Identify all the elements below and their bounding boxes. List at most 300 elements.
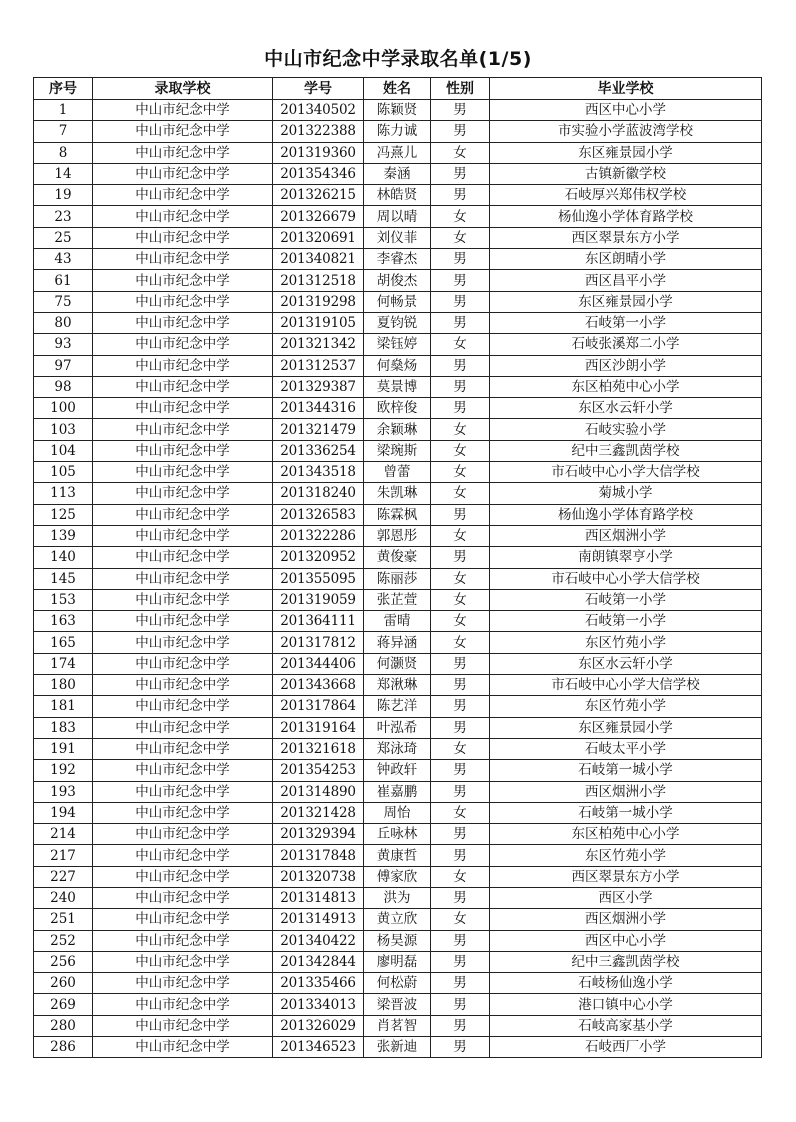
table-row [34, 185, 762, 206]
cell-graduated-school: 市石岐中心小学大信学校 [490, 462, 762, 483]
cell-gender: 女 [431, 589, 490, 610]
table-row [34, 909, 762, 930]
column-header-gender: 性别 [431, 78, 490, 100]
cell-index: 113 [34, 483, 93, 504]
table-row [34, 312, 762, 333]
cell-admitted-school: 中山市纪念中学 [93, 973, 273, 994]
cell-gender: 男 [431, 717, 490, 738]
cell-name: 陈霖枫 [364, 504, 431, 525]
cell-name: 廖明磊 [364, 951, 431, 972]
cell-admitted-school: 中山市纪念中学 [93, 525, 273, 546]
table-row [34, 887, 762, 908]
cell-gender: 男 [431, 951, 490, 972]
cell-graduated-school: 东区雍景园小学 [490, 142, 762, 163]
cell-admitted-school: 中山市纪念中学 [93, 632, 273, 653]
cell-name: 曾蕾 [364, 462, 431, 483]
cell-student-id: 201314813 [273, 887, 364, 908]
cell-graduated-school: 石岐第一城小学 [490, 760, 762, 781]
table-row [34, 227, 762, 248]
cell-graduated-school: 菊城小学 [490, 483, 762, 504]
cell-index: 260 [34, 973, 93, 994]
cell-index: 269 [34, 994, 93, 1015]
cell-admitted-school: 中山市纪念中学 [93, 334, 273, 355]
cell-name: 梁晋波 [364, 994, 431, 1015]
cell-graduated-school: 西区烟洲小学 [490, 781, 762, 802]
table-row [34, 760, 762, 781]
column-header-index: 序号 [34, 78, 93, 100]
cell-gender: 女 [431, 206, 490, 227]
cell-name: 陈颖贤 [364, 100, 431, 121]
cell-admitted-school: 中山市纪念中学 [93, 611, 273, 632]
cell-student-id: 201326215 [273, 185, 364, 206]
cell-student-id: 201319059 [273, 589, 364, 610]
cell-admitted-school: 中山市纪念中学 [93, 909, 273, 930]
cell-name: 周以晴 [364, 206, 431, 227]
cell-name: 蒋异涵 [364, 632, 431, 653]
cell-gender: 男 [431, 696, 490, 717]
cell-gender: 男 [431, 973, 490, 994]
cell-gender: 男 [431, 845, 490, 866]
cell-name: 叶泓希 [364, 717, 431, 738]
cell-index: 191 [34, 738, 93, 759]
cell-index: 145 [34, 568, 93, 589]
cell-student-id: 201312518 [273, 270, 364, 291]
table-row [34, 589, 762, 610]
cell-index: 105 [34, 462, 93, 483]
cell-admitted-school: 中山市纪念中学 [93, 653, 273, 674]
cell-index: 8 [34, 142, 93, 163]
cell-graduated-school: 西区小学 [490, 887, 762, 908]
cell-gender: 男 [431, 824, 490, 845]
cell-graduated-school: 港口镇中心小学 [490, 994, 762, 1015]
cell-student-id: 201321618 [273, 738, 364, 759]
cell-gender: 女 [431, 462, 490, 483]
cell-admitted-school: 中山市纪念中学 [93, 675, 273, 696]
cell-gender: 女 [431, 142, 490, 163]
table-row [34, 206, 762, 227]
cell-graduated-school: 石岐第一小学 [490, 589, 762, 610]
cell-admitted-school: 中山市纪念中学 [93, 419, 273, 440]
cell-graduated-school: 古镇新徽学校 [490, 163, 762, 184]
cell-gender: 男 [431, 249, 490, 270]
table-row [34, 355, 762, 376]
table-row [34, 100, 762, 121]
cell-student-id: 201335466 [273, 973, 364, 994]
cell-gender: 男 [431, 121, 490, 142]
cell-graduated-school: 杨仙逸小学体育路学校 [490, 504, 762, 525]
cell-admitted-school: 中山市纪念中学 [93, 930, 273, 951]
cell-index: 214 [34, 824, 93, 845]
cell-name: 陈艺洋 [364, 696, 431, 717]
cell-graduated-school: 东区柏苑中心小学 [490, 376, 762, 397]
cell-gender: 男 [431, 994, 490, 1015]
cell-graduated-school: 石岐第一城小学 [490, 802, 762, 823]
cell-name: 何燊炀 [364, 355, 431, 376]
cell-gender: 女 [431, 632, 490, 653]
cell-student-id: 201321342 [273, 334, 364, 355]
cell-admitted-school: 中山市纪念中学 [93, 121, 273, 142]
cell-student-id: 201342844 [273, 951, 364, 972]
table-row [34, 824, 762, 845]
cell-gender: 男 [431, 398, 490, 419]
cell-gender: 男 [431, 291, 490, 312]
cell-gender: 女 [431, 611, 490, 632]
cell-admitted-school: 中山市纪念中学 [93, 398, 273, 419]
cell-graduated-school: 石岐太平小学 [490, 738, 762, 759]
cell-graduated-school: 东区竹苑小学 [490, 696, 762, 717]
cell-gender: 女 [431, 909, 490, 930]
cell-gender: 男 [431, 504, 490, 525]
cell-admitted-school: 中山市纪念中学 [93, 227, 273, 248]
cell-graduated-school: 西区翠景东方小学 [490, 866, 762, 887]
cell-name: 胡俊杰 [364, 270, 431, 291]
cell-gender: 女 [431, 568, 490, 589]
cell-name: 冯熹儿 [364, 142, 431, 163]
cell-name: 肖茗智 [364, 1015, 431, 1036]
table-row [34, 781, 762, 802]
cell-index: 104 [34, 440, 93, 461]
cell-gender: 男 [431, 1015, 490, 1036]
cell-index: 193 [34, 781, 93, 802]
cell-index: 227 [34, 866, 93, 887]
cell-admitted-school: 中山市纪念中学 [93, 951, 273, 972]
cell-graduated-school: 市石岐中心小学大信学校 [490, 675, 762, 696]
cell-graduated-school: 西区烟洲小学 [490, 909, 762, 930]
cell-admitted-school: 中山市纪念中学 [93, 270, 273, 291]
cell-name: 何畅景 [364, 291, 431, 312]
cell-gender: 男 [431, 653, 490, 674]
table-row [34, 291, 762, 312]
cell-name: 何松蔚 [364, 973, 431, 994]
table-row [34, 163, 762, 184]
cell-admitted-school: 中山市纪念中学 [93, 483, 273, 504]
table-row [34, 1037, 762, 1058]
cell-student-id: 201320952 [273, 547, 364, 568]
cell-admitted-school: 中山市纪念中学 [93, 589, 273, 610]
cell-index: 280 [34, 1015, 93, 1036]
table-row [34, 121, 762, 142]
table-row [34, 525, 762, 546]
cell-graduated-school: 东区水云轩小学 [490, 398, 762, 419]
table-row [34, 249, 762, 270]
cell-gender: 男 [431, 355, 490, 376]
table-row [34, 845, 762, 866]
cell-student-id: 201336254 [273, 440, 364, 461]
cell-graduated-school: 南朗镇翠亨小学 [490, 547, 762, 568]
cell-index: 251 [34, 909, 93, 930]
cell-student-id: 201318240 [273, 483, 364, 504]
table-row [34, 504, 762, 525]
table-row [34, 653, 762, 674]
table-row [34, 696, 762, 717]
cell-name: 欧梓俊 [364, 398, 431, 419]
cell-name: 崔嘉鹏 [364, 781, 431, 802]
cell-student-id: 201317848 [273, 845, 364, 866]
cell-student-id: 201319164 [273, 717, 364, 738]
cell-name: 洪为 [364, 887, 431, 908]
table-row [34, 440, 762, 461]
cell-gender: 男 [431, 312, 490, 333]
cell-gender: 男 [431, 547, 490, 568]
cell-student-id: 201343518 [273, 462, 364, 483]
cell-student-id: 201319298 [273, 291, 364, 312]
cell-admitted-school: 中山市纪念中学 [93, 462, 273, 483]
cell-index: 1 [34, 100, 93, 121]
cell-gender: 男 [431, 270, 490, 291]
cell-name: 朱凯琳 [364, 483, 431, 504]
cell-graduated-school: 石岐实验小学 [490, 419, 762, 440]
cell-admitted-school: 中山市纪念中学 [93, 355, 273, 376]
cell-graduated-school: 西区沙朗小学 [490, 355, 762, 376]
cell-student-id: 201317812 [273, 632, 364, 653]
cell-index: 25 [34, 227, 93, 248]
cell-gender: 女 [431, 227, 490, 248]
cell-student-id: 201340821 [273, 249, 364, 270]
cell-gender: 女 [431, 483, 490, 504]
cell-student-id: 201354253 [273, 760, 364, 781]
column-header-admitted-school: 录取学校 [93, 78, 273, 100]
cell-index: 93 [34, 334, 93, 355]
cell-name: 陈力诚 [364, 121, 431, 142]
cell-index: 140 [34, 547, 93, 568]
cell-graduated-school: 石岐第一小学 [490, 312, 762, 333]
cell-admitted-school: 中山市纪念中学 [93, 376, 273, 397]
cell-student-id: 201321428 [273, 802, 364, 823]
cell-admitted-school: 中山市纪念中学 [93, 206, 273, 227]
cell-student-id: 201322388 [273, 121, 364, 142]
cell-gender: 男 [431, 930, 490, 951]
cell-name: 陈丽莎 [364, 568, 431, 589]
cell-admitted-school: 中山市纪念中学 [93, 845, 273, 866]
cell-index: 252 [34, 930, 93, 951]
column-header-student-id: 学号 [273, 78, 364, 100]
cell-index: 139 [34, 525, 93, 546]
cell-admitted-school: 中山市纪念中学 [93, 185, 273, 206]
cell-graduated-school: 东区雍景园小学 [490, 717, 762, 738]
cell-index: 61 [34, 270, 93, 291]
cell-graduated-school: 纪中三鑫凯茵学校 [490, 440, 762, 461]
cell-gender: 女 [431, 802, 490, 823]
cell-graduated-school: 市实验小学蓝波湾学校 [490, 121, 762, 142]
cell-student-id: 201334013 [273, 994, 364, 1015]
cell-name: 丘咏林 [364, 824, 431, 845]
cell-gender: 男 [431, 163, 490, 184]
table-row [34, 483, 762, 504]
cell-name: 周怡 [364, 802, 431, 823]
cell-gender: 男 [431, 185, 490, 206]
cell-name: 林皓贤 [364, 185, 431, 206]
cell-gender: 男 [431, 100, 490, 121]
cell-student-id: 201317864 [273, 696, 364, 717]
cell-admitted-school: 中山市纪念中学 [93, 696, 273, 717]
table-row [34, 270, 762, 291]
cell-graduated-school: 市石岐中心小学大信学校 [490, 568, 762, 589]
table-row [34, 1015, 762, 1036]
cell-graduated-school: 纪中三鑫凯茵学校 [490, 951, 762, 972]
table-row [34, 568, 762, 589]
cell-index: 103 [34, 419, 93, 440]
cell-admitted-school: 中山市纪念中学 [93, 547, 273, 568]
cell-admitted-school: 中山市纪念中学 [93, 163, 273, 184]
cell-name: 郑湫琳 [364, 675, 431, 696]
cell-graduated-school: 西区烟洲小学 [490, 525, 762, 546]
cell-graduated-school: 石岐第一小学 [490, 611, 762, 632]
cell-student-id: 201329387 [273, 376, 364, 397]
cell-graduated-school: 西区中心小学 [490, 100, 762, 121]
cell-admitted-school: 中山市纪念中学 [93, 291, 273, 312]
cell-admitted-school: 中山市纪念中学 [93, 568, 273, 589]
cell-gender: 女 [431, 738, 490, 759]
cell-index: 19 [34, 185, 93, 206]
cell-index: 286 [34, 1037, 93, 1058]
cell-graduated-school: 石岐张溪郑二小学 [490, 334, 762, 355]
cell-graduated-school: 东区朗晴小学 [490, 249, 762, 270]
cell-student-id: 201354346 [273, 163, 364, 184]
cell-name: 杨昊源 [364, 930, 431, 951]
cell-gender: 男 [431, 376, 490, 397]
cell-index: 100 [34, 398, 93, 419]
cell-student-id: 201355095 [273, 568, 364, 589]
cell-gender: 女 [431, 440, 490, 461]
cell-gender: 女 [431, 334, 490, 355]
cell-index: 163 [34, 611, 93, 632]
cell-name: 黄康哲 [364, 845, 431, 866]
table-row [34, 398, 762, 419]
cell-gender: 男 [431, 760, 490, 781]
cell-name: 郭恩彤 [364, 525, 431, 546]
table-row [34, 738, 762, 759]
cell-student-id: 201312537 [273, 355, 364, 376]
cell-index: 174 [34, 653, 93, 674]
cell-name: 余颖琳 [364, 419, 431, 440]
column-header-graduated-school: 毕业学校 [490, 78, 762, 100]
cell-graduated-school: 东区水云轩小学 [490, 653, 762, 674]
cell-admitted-school: 中山市纪念中学 [93, 717, 273, 738]
table-body [34, 100, 762, 1058]
cell-index: 194 [34, 802, 93, 823]
cell-student-id: 201326583 [273, 504, 364, 525]
table-row [34, 611, 762, 632]
cell-index: 80 [34, 312, 93, 333]
cell-student-id: 201319105 [273, 312, 364, 333]
cell-index: 153 [34, 589, 93, 610]
cell-gender: 女 [431, 419, 490, 440]
cell-student-id: 201329394 [273, 824, 364, 845]
cell-index: 217 [34, 845, 93, 866]
table-row [34, 462, 762, 483]
table-row [34, 994, 762, 1015]
cell-graduated-school: 西区昌平小学 [490, 270, 762, 291]
cell-index: 125 [34, 504, 93, 525]
cell-name: 傅家欣 [364, 866, 431, 887]
cell-index: 240 [34, 887, 93, 908]
cell-index: 192 [34, 760, 93, 781]
table-row [34, 142, 762, 163]
cell-student-id: 201314890 [273, 781, 364, 802]
cell-student-id: 201321479 [273, 419, 364, 440]
cell-graduated-school: 东区雍景园小学 [490, 291, 762, 312]
cell-admitted-school: 中山市纪念中学 [93, 142, 273, 163]
cell-student-id: 201340502 [273, 100, 364, 121]
cell-name: 秦涵 [364, 163, 431, 184]
cell-student-id: 201320691 [273, 227, 364, 248]
cell-student-id: 201319360 [273, 142, 364, 163]
table-row [34, 376, 762, 397]
cell-name: 张芷萱 [364, 589, 431, 610]
cell-name: 黄俊豪 [364, 547, 431, 568]
cell-name: 梁琬斯 [364, 440, 431, 461]
cell-index: 97 [34, 355, 93, 376]
cell-admitted-school: 中山市纪念中学 [93, 866, 273, 887]
cell-name: 莫景博 [364, 376, 431, 397]
cell-name: 李睿杰 [364, 249, 431, 270]
cell-gender: 男 [431, 887, 490, 908]
cell-index: 98 [34, 376, 93, 397]
cell-student-id: 201343668 [273, 675, 364, 696]
cell-admitted-school: 中山市纪念中学 [93, 312, 273, 333]
cell-student-id: 201322286 [273, 525, 364, 546]
cell-gender: 女 [431, 525, 490, 546]
table-row [34, 419, 762, 440]
cell-admitted-school: 中山市纪念中学 [93, 249, 273, 270]
cell-graduated-school: 石岐西厂小学 [490, 1037, 762, 1058]
cell-name: 刘仪菲 [364, 227, 431, 248]
cell-student-id: 201346523 [273, 1037, 364, 1058]
cell-admitted-school: 中山市纪念中学 [93, 887, 273, 908]
cell-admitted-school: 中山市纪念中学 [93, 824, 273, 845]
cell-index: 256 [34, 951, 93, 972]
cell-student-id: 201326679 [273, 206, 364, 227]
cell-admitted-school: 中山市纪念中学 [93, 100, 273, 121]
cell-graduated-school: 石岐杨仙逸小学 [490, 973, 762, 994]
column-header-name: 姓名 [364, 78, 431, 100]
cell-name: 黄立欣 [364, 909, 431, 930]
cell-student-id: 201340422 [273, 930, 364, 951]
cell-index: 14 [34, 163, 93, 184]
page-title: 中山市纪念中学录取名单(1/5) [264, 48, 532, 70]
cell-name: 梁钰婷 [364, 334, 431, 355]
table-row [34, 973, 762, 994]
cell-admitted-school: 中山市纪念中学 [93, 440, 273, 461]
cell-admitted-school: 中山市纪念中学 [93, 760, 273, 781]
table-row [34, 802, 762, 823]
table-row [34, 717, 762, 738]
table-header-row [34, 78, 762, 100]
cell-graduated-school: 西区翠景东方小学 [490, 227, 762, 248]
cell-student-id: 201314913 [273, 909, 364, 930]
cell-name: 钟政轩 [364, 760, 431, 781]
cell-gender: 女 [431, 866, 490, 887]
cell-index: 43 [34, 249, 93, 270]
cell-index: 181 [34, 696, 93, 717]
cell-index: 7 [34, 121, 93, 142]
cell-admitted-school: 中山市纪念中学 [93, 802, 273, 823]
cell-index: 183 [34, 717, 93, 738]
cell-student-id: 201320738 [273, 866, 364, 887]
cell-gender: 男 [431, 1037, 490, 1058]
cell-index: 165 [34, 632, 93, 653]
cell-name: 何灏贤 [364, 653, 431, 674]
cell-graduated-school: 西区中心小学 [490, 930, 762, 951]
cell-index: 23 [34, 206, 93, 227]
table-row [34, 675, 762, 696]
table-row [34, 930, 762, 951]
cell-index: 75 [34, 291, 93, 312]
cell-name: 张新迪 [364, 1037, 431, 1058]
admission-table [33, 77, 762, 1058]
cell-name: 郑泳琦 [364, 738, 431, 759]
cell-name: 夏钧锐 [364, 312, 431, 333]
